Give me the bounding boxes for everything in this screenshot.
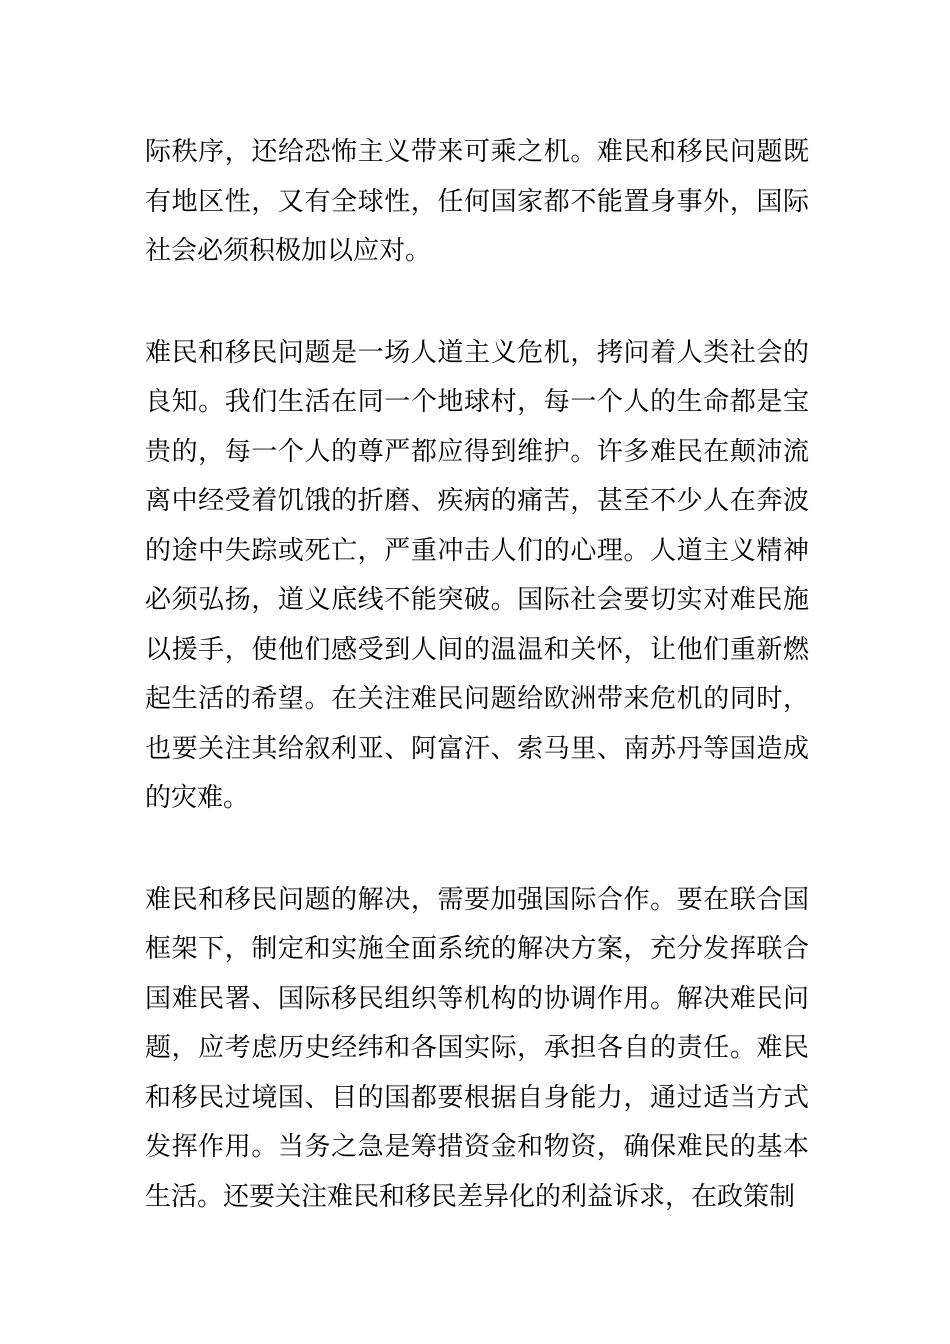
paragraph-2: 难民和移民问题是一场人道主义危机，拷问着人类社会的良知。我们生活在同一个地球村，每一个人的生命都是宝贵的，每一个人的尊严都应得到维护。许多难民在颠沛流离中经受着饥饿的折磨、疾病的痛苦，甚至不少人在奔波的途中失踪或死亡，严重冲击人们的心理。人道主义精神必须弘扬，道义底线不能突破。国际社会要切实对难民施以援手，使他们感受到人间的温温和关怀，让他们重新燃起生活的希望。在关注难民问题给欧洲带来危机的同时，也要关注其给叙利亚、阿富汗、索马里、南苏丹等国造成的灾难。	[145, 337, 809, 813]
paragraph-1: 际秩序，还给恐怖主义带来可乘之机。难民和移民问题既有地区性，又有全球性，任何国家都不能置身事外，国际社会必须积极加以应对。	[145, 137, 809, 266]
paragraph-3: 难民和移民问题的解决，需要加强国际合作。要在联合国框架下，制定和实施全面系统的解决方案，充分发挥联合国难民署、国际移民组织等机构的协调作用。解决难民问题，应考虑历史经纬和各国实际，承担各自的责任。难民和移民过境国、目的国都要根据自身能力，通过适当方式发挥作用。当务之急是筹措资金和物资，确保难民的基本生活。还要关注难民和移民差异化的利益诉求，在政策制	[145, 884, 809, 1212]
document-body	[145, 128, 809, 1222]
